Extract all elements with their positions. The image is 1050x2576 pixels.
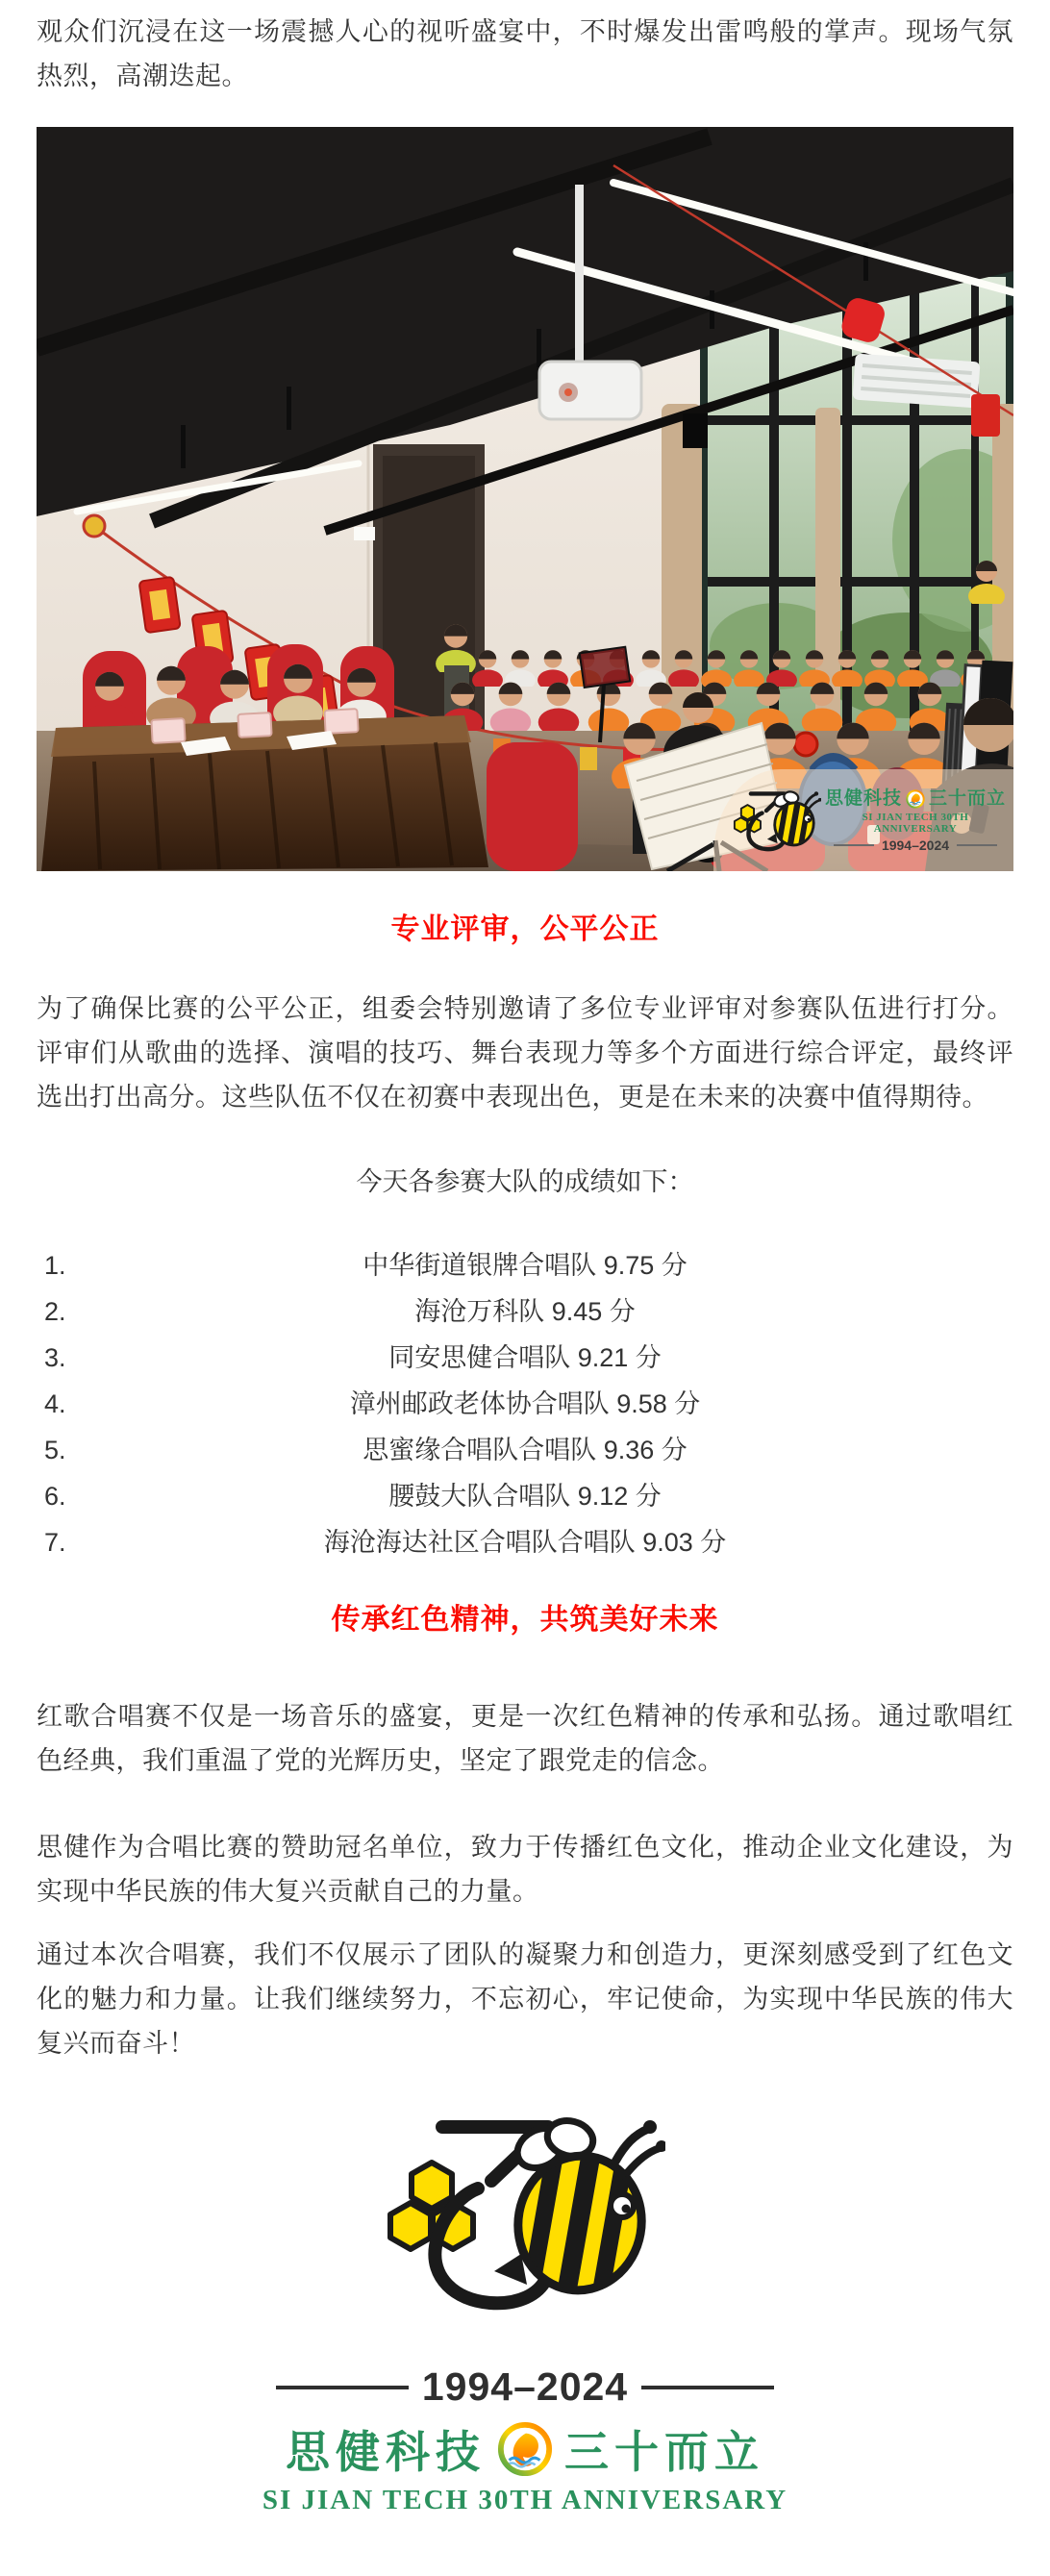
bee-30-logo	[385, 2112, 665, 2311]
footer-years-text: 1994–2024	[421, 2364, 629, 2409]
score-list-item	[37, 1335, 1013, 1381]
score-list-item	[37, 1242, 1013, 1288]
divider-line	[641, 2386, 774, 2389]
air-vent	[852, 354, 980, 409]
section2-paragraph-3: 通过本次合唱赛，我们不仅展示了团队的凝聚力和创造力，更深刻感受到了红色文化的魅力和力量。让我们继续努力，不忘初心，牢记使命，为实现中华民族的伟大复兴而奋斗！	[37, 1940, 1013, 2058]
score-list-item	[37, 1381, 1013, 1427]
score-text: 同安思健合唱队 9.21 分	[388, 1343, 662, 1372]
watermark-years	[825, 838, 1006, 853]
footer-years-row	[0, 2364, 1050, 2410]
watermark-brand-suffix: 三十而立	[929, 788, 1007, 809]
score-rank: 1.	[44, 1251, 66, 1280]
event-photo-illustration	[37, 127, 1013, 871]
score-text: 中华街道银牌合唱队 9.75 分	[362, 1251, 688, 1280]
footer-brand-en: SI JIAN TECH 30TH ANNIVERSARY	[262, 2485, 788, 2515]
watermark-brand-cn: 思健科技	[825, 788, 903, 809]
score-list-item	[37, 1519, 1013, 1565]
score-list-item	[37, 1288, 1013, 1335]
score-text: 漳州邮政老体协合唱队 9.58 分	[349, 1389, 701, 1418]
bottom-spacer	[0, 2516, 1050, 2576]
watermark-brand-line	[825, 788, 1006, 810]
section2-paragraph-1: 红歌合唱赛不仅是一场音乐的盛宴，更是一次红色精神的传承和弘扬。通过歌唱红色经典，我们重温了党的光辉历史，坚定了跟党走的信念。	[37, 1702, 1013, 1775]
score-list	[37, 1242, 1013, 1565]
divider-line	[834, 844, 874, 846]
divider-line	[276, 2386, 409, 2389]
section2-paragraph-2: 思健作为合唱比赛的赞助冠名单位，致力于传播红色文化，推动企业文化建设，为实现中华民族的伟大复兴贡献自己的力量。	[37, 1833, 1013, 1906]
score-text: 思蜜缘合唱队合唱队 9.36 分	[362, 1436, 688, 1464]
section2-heading: 传承红色精神，共筑美好未来	[331, 1604, 719, 1636]
score-text: 海沧海达社区合唱队合唱队 9.03 分	[323, 1528, 727, 1557]
score-rank: 7.	[44, 1528, 66, 1557]
score-text: 腰鼓大队合唱队 9.12 分	[388, 1482, 662, 1511]
section1-heading: 专业评审，公平公正	[390, 913, 660, 945]
divider-line	[957, 844, 997, 846]
footer-brand-suffix: 三十而立	[564, 2427, 764, 2477]
watermark-years-text: 1994–2024	[881, 837, 950, 853]
event-photo[interactable]	[37, 127, 1013, 871]
score-rank: 3.	[44, 1343, 66, 1372]
footer-brand-cn: 思健科技	[286, 2427, 486, 2477]
judges-table	[41, 709, 488, 871]
intro-paragraph: 观众们沉浸在这一场震撼人心的视听盛宴中，不时爆发出雷鸣般的掌声。现场气氛热烈，高潮迭起。	[37, 17, 1013, 90]
score-list-item	[37, 1427, 1013, 1473]
score-rank: 2.	[44, 1297, 66, 1326]
anniversary-footer	[0, 2112, 1050, 2576]
score-rank: 6.	[44, 1482, 66, 1511]
brand-ring-icon	[906, 789, 925, 809]
scores-intro: 今天各参赛大队的成绩如下：	[356, 1167, 694, 1196]
score-list-item	[37, 1473, 1013, 1519]
bee-30-logo-small	[733, 788, 821, 852]
watermark-brand-en: SI JIAN TECH 30TH ANNIVERSARY	[862, 811, 969, 835]
brand-ring-icon	[497, 2421, 553, 2477]
photo-watermark	[713, 769, 1013, 871]
watermark-text-block	[825, 788, 1006, 853]
footer-brand-row	[0, 2417, 1050, 2481]
score-rank: 4.	[44, 1389, 66, 1418]
score-text: 海沧万科队 9.45 分	[414, 1297, 636, 1326]
section1-body: 为了确保比赛的公平公正，组委会特别邀请了多位专业评审对参赛队伍进行打分。评审们从歌曲的选择、演唱的技巧、舞台表现力等多个方面进行综合评定，最终评选出打出高分。这些队伍不仅在初赛中表现出色，更是在未来的决赛中值得期待。	[37, 994, 1013, 1112]
score-rank: 5.	[44, 1436, 66, 1464]
